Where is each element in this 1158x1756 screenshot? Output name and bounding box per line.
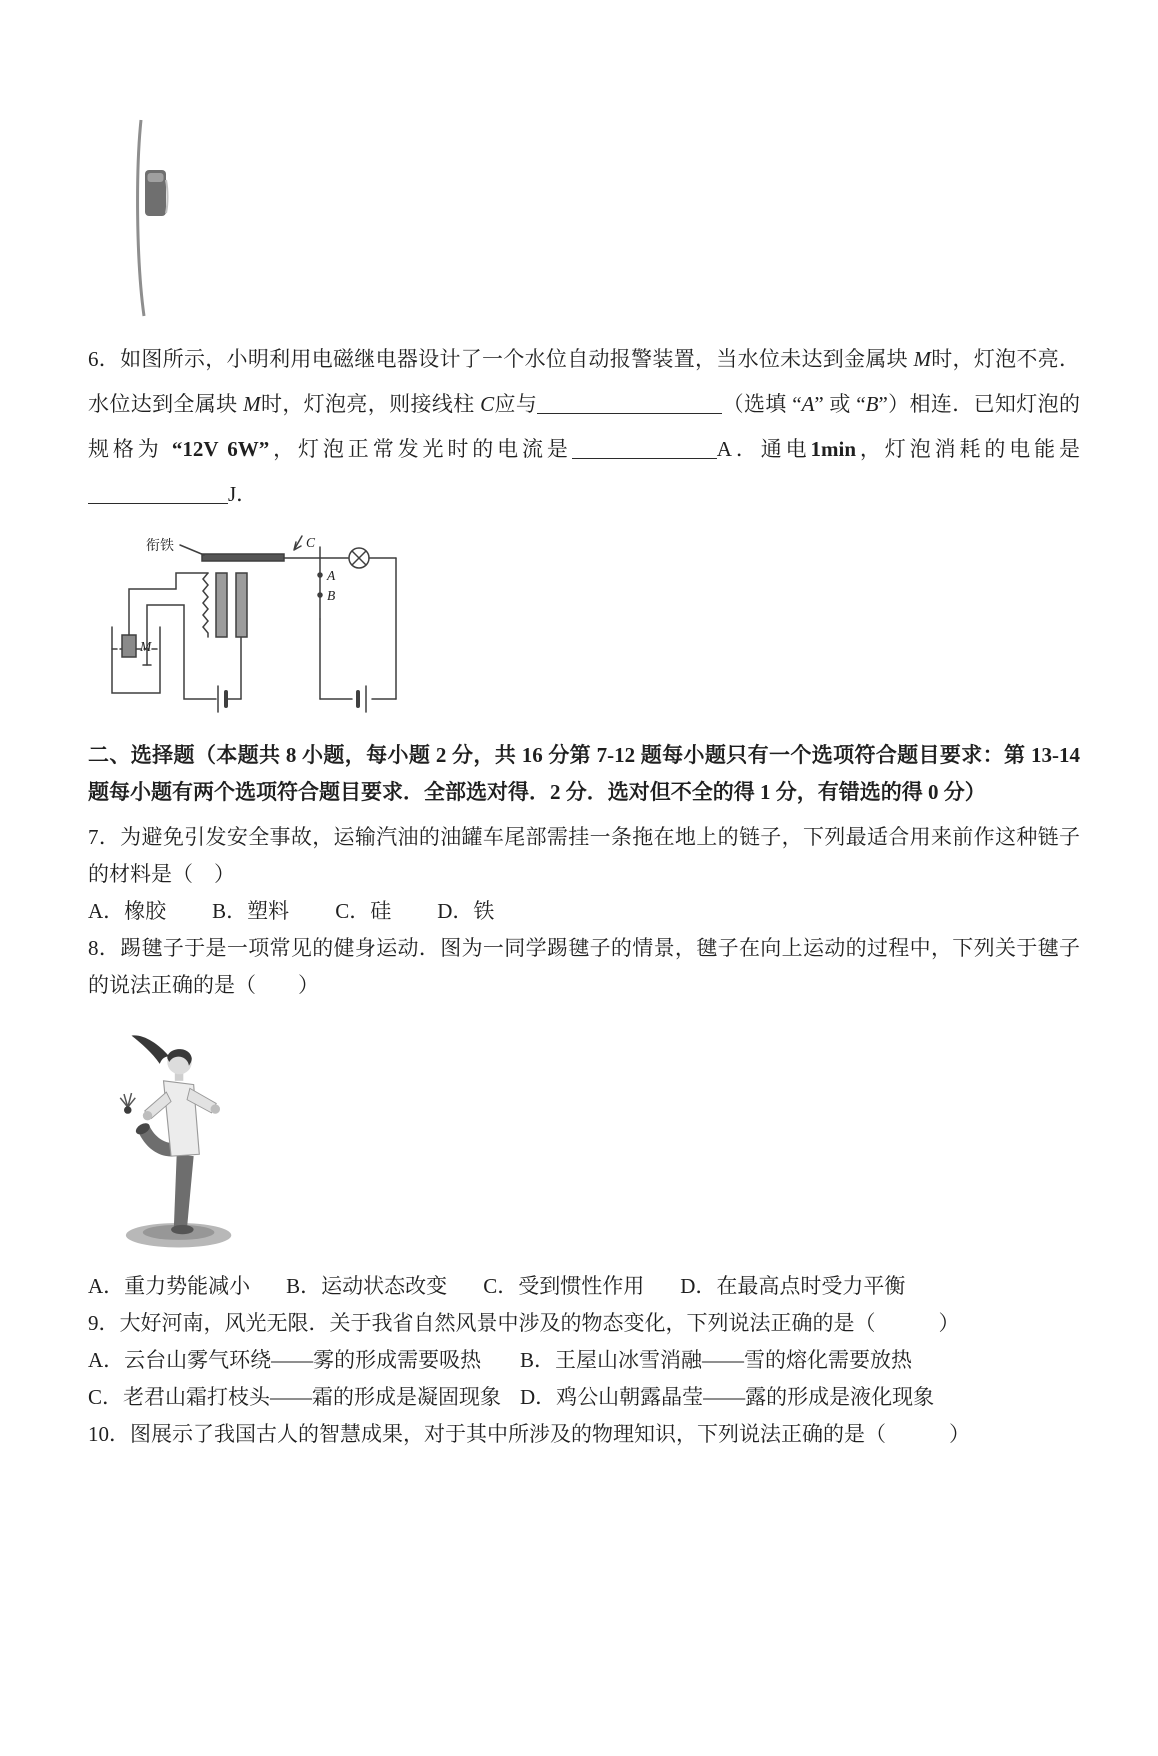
- q9-option-d: D．鸡公山朝露晶莹——露的形成是液化现象: [520, 1385, 935, 1409]
- question-7-text: 7．为避免引发安全事故，运输汽油的油罐车尾部需挂一条拖在地上的链子，下列最适合用来前作这种链子的材料是（ ）: [88, 825, 1080, 886]
- standing-leg: [174, 1154, 194, 1227]
- magnet-on-surface-figure: [118, 118, 188, 318]
- q6-seg-8: ，灯泡消耗的电能是: [856, 437, 1081, 461]
- contact-b-point: [318, 593, 322, 597]
- q9-option-c: C．老君山霜打枝头——霜的形成是凝固现象: [88, 1385, 502, 1409]
- answer-blank-3: [88, 483, 228, 504]
- q7-option-d: D．铁: [437, 899, 495, 923]
- answer-blank-2: [572, 438, 717, 459]
- answer-blank-1: [537, 393, 722, 414]
- q6-seg-4: 应与: [494, 392, 538, 416]
- q7-option-b: B．塑料: [212, 899, 290, 923]
- question-9-options-row-2: [88, 1379, 1080, 1416]
- q8-option-a: A．重力势能减小: [88, 1274, 251, 1298]
- q6-seg-5c: ”）相连．已知灯泡的规格为: [88, 392, 1080, 461]
- q6-time: 1min: [810, 437, 857, 461]
- contact-arrow-icon: [294, 536, 302, 550]
- q6-var-m1: M: [913, 347, 931, 371]
- q6-seg-5a: （选填 “: [722, 392, 802, 416]
- q6-seg-7: A．通电: [716, 437, 811, 461]
- armature-bar: [202, 554, 284, 561]
- armature-label: 衔铁: [146, 539, 174, 554]
- q7-option-a: A．橡胶: [88, 899, 167, 923]
- relay-coil: [216, 573, 227, 637]
- question-6-circuit-figure: [100, 533, 1080, 723]
- label-c: C: [306, 535, 316, 550]
- q8-option-c: C．受到惯性作用: [483, 1274, 645, 1298]
- q6-seg-6: ，灯泡正常发光时的电流是: [269, 437, 572, 461]
- q6-var-c: C: [480, 392, 495, 416]
- q8-option-b: B．运动状态改变: [286, 1274, 448, 1298]
- q6-seg-3: 时，灯泡亮，则接线柱: [260, 392, 481, 416]
- coil-spring: [203, 573, 208, 637]
- question-5-partial-figure: [118, 118, 1080, 323]
- relay-circuit-svg: [100, 533, 410, 718]
- q8-option-d: D．在最高点时受力平衡: [680, 1274, 906, 1298]
- question-10-text: 10．图展示了我国古人的智慧成果，对于其中所涉及的物理知识，下列说法正确的是（ ）: [88, 1422, 970, 1446]
- label-m: M: [140, 639, 152, 654]
- question-8-options: [88, 1268, 1080, 1305]
- q6-choice-a: A: [801, 392, 815, 416]
- question-7-options: [88, 893, 1080, 930]
- q6-seg-5b: ” 或 “: [814, 392, 866, 416]
- q6-seg-1: 6．如图所示，小明利用电磁继电器设计了一个水位自动报警装置，当水位未达到金属块: [88, 347, 914, 371]
- q6-var-m2: M: [243, 392, 261, 416]
- metal-block-m: [122, 635, 136, 657]
- exam-page: [0, 118, 1158, 1453]
- q6-lamp-spec: “12V 6W”: [171, 437, 270, 461]
- shuttlecock-feathers: [120, 1093, 135, 1107]
- q9-option-a: A．云台山雾气环绕——雾的形成需要吸热: [88, 1348, 482, 1372]
- q7-option-c: C．硅: [335, 899, 392, 923]
- q6-seg-9: J．: [228, 482, 258, 506]
- q6-seg-2: 时，灯泡不亮．水位达到全属块: [88, 347, 1081, 416]
- label-b: B: [327, 588, 336, 603]
- contact-a-point: [318, 573, 322, 577]
- jianzi-kicker-figure: [92, 1012, 252, 1257]
- q9-option-b: B．王屋山冰雪消融——雪的熔化需要放热: [520, 1348, 913, 1372]
- section-2-header: 二、选择题（本题共 8 小题，每小题 2 分，共 16 分第 7-12 题每小题只有一个选项符合题目要求：第 13-14 题每小题有两个选项符合题目要求．全部选对得．2 分．选对但不全的得 1 分，有错选的得 0 分）: [88, 743, 1080, 804]
- ponytail: [132, 1035, 170, 1063]
- shuttlecock-icon: [124, 1106, 132, 1114]
- q6-choice-b: B: [865, 392, 879, 416]
- question-9-text: 9．大好河南，风光无限．关于我省自然风景中涉及的物态变化，下列说法正确的是（ ）: [88, 1311, 960, 1335]
- question-8-text: 8．踢毽子于是一项常见的健身运动．图为一同学踢毽子的情景，毽子在向上运动的过程中，下列关于毽子的说法正确的是（ ）: [88, 936, 1080, 997]
- question-9-options-row-1: [88, 1342, 1080, 1379]
- question-6-text: [88, 337, 1080, 517]
- question-8-figure: [92, 1012, 1080, 1262]
- label-a: A: [327, 568, 336, 583]
